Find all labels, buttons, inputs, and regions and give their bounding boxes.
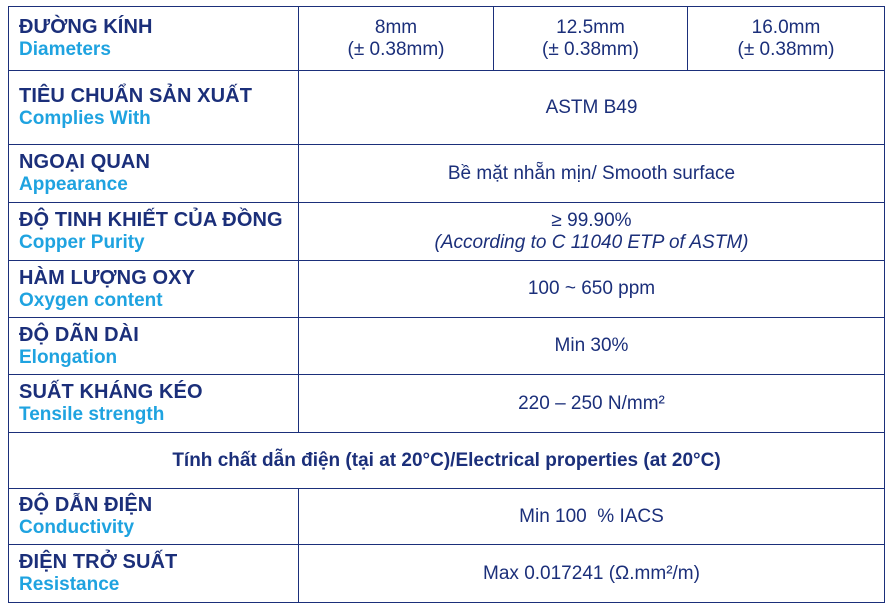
diameter-size: 16.0mm [751,16,821,38]
diameters-label-vi: ĐƯỜNG KÍNH [19,16,153,38]
electrical-section-title: Tính chất dẫn điện (tại at 20°C)/Electrical properties (at 20°C) [9,433,885,489]
tensile-strength-label-en: Tensile strength [19,404,165,425]
diameter-cell-3 [688,7,885,71]
diameter-cell-2 [494,7,688,71]
conductivity-label-en: Conductivity [19,517,135,538]
conductivity-label-cell [9,489,299,545]
complies-with-value: ASTM B49 [299,71,885,145]
elongation-label-en: Elongation [19,346,118,368]
copper-purity-note: (According to C 11040 ETP of ASTM) [434,231,749,253]
diameter-tolerance: (± 0.38mm) [347,38,445,60]
copper-purity-value: ≥ 99.90% [551,209,632,231]
diameters-label-cell [9,7,299,71]
tensile-strength-label-vi: SUẤT KHÁNG KÉO [19,381,203,403]
diameter-size: 8mm [374,16,418,38]
copper-purity-label-cell [9,203,299,261]
diameter-tolerance: (± 0.38mm) [542,38,639,60]
oxygen-content-value: 100 ~ 650 ppm [299,261,885,318]
copper-purity-label-vi: ĐỘ TINH KHIẾT CỦA ĐỒNG [19,209,283,231]
appearance-label-en: Appearance [19,174,128,195]
diameter-size: 12.5mm [556,16,625,38]
appearance-value: Bề mặt nhẵn mịn/ Smooth surface [299,145,885,203]
elongation-label-vi: ĐỘ DÃN DÀI [19,323,139,346]
resistance-row [9,545,885,603]
appearance-label-cell [9,145,299,203]
elongation-value: Min 30% [299,318,885,375]
appearance-label-vi: NGOẠI QUAN [19,151,150,173]
oxygen-content-label-cell [9,261,299,318]
diameters-label-en: Diameters [19,39,111,60]
resistance-value: Max 0.017241 (Ω.mm²/m) [299,545,885,603]
appearance-row [9,145,885,203]
complies-with-label-en: Complies With [19,108,151,129]
conductivity-label-vi: ĐỘ DẪN ĐIỆN [19,494,153,516]
tensile-strength-value: 220 – 250 N/mm² [299,375,885,433]
copper-purity-row [9,203,885,261]
oxygen-content-row [9,261,885,318]
elongation-label-cell [9,318,299,375]
complies-with-label-cell [9,71,299,145]
copper-purity-label-en: Copper Purity [19,232,145,253]
resistance-label-cell [9,545,299,603]
specification-table [8,6,885,603]
diameters-row [9,7,885,71]
tensile-strength-label-cell [9,375,299,433]
oxygen-content-label-vi: HÀM LƯỢNG OXY [19,266,196,289]
diameter-cell-1 [299,7,494,71]
oxygen-content-label-en: Oxygen content [19,289,163,311]
elongation-row [9,318,885,375]
resistance-label-en: Resistance [19,574,120,595]
complies-with-label-vi: TIÊU CHUẨN SẢN XUẤT [19,85,253,107]
electrical-section-row [9,433,885,489]
resistance-label-vi: ĐIỆN TRỞ SUẤT [19,551,178,573]
tensile-strength-row [9,375,885,433]
complies-with-row [9,71,885,145]
copper-purity-value-cell [299,203,885,261]
conductivity-value: Min 100 % IACS [299,489,885,545]
conductivity-row [9,489,885,545]
diameter-tolerance: (± 0.38mm) [737,38,835,60]
